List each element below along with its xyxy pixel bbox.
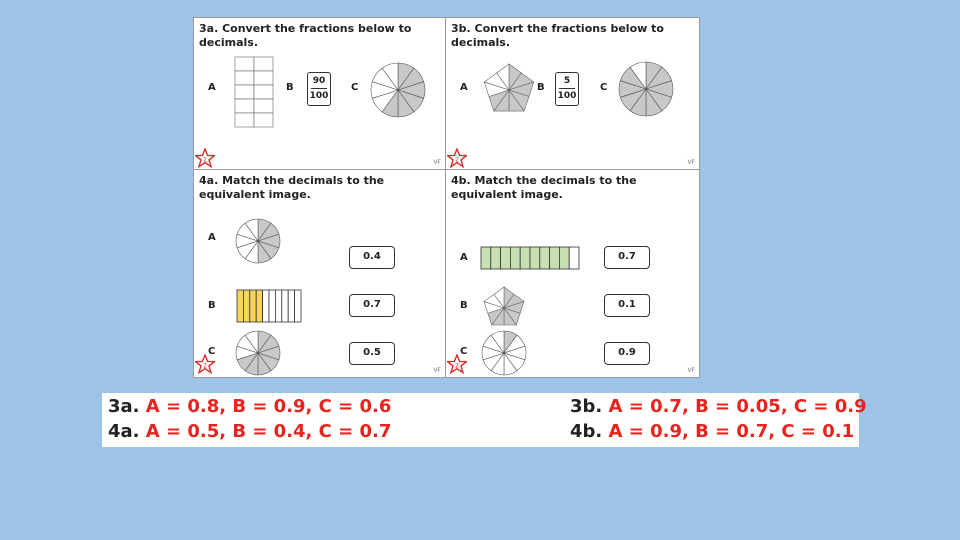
pentagon-3b bbox=[482, 61, 536, 115]
decimal-box[interactable]: 0.7 bbox=[604, 246, 650, 269]
question-4b-panel bbox=[446, 170, 699, 377]
footer-mark: VF bbox=[433, 367, 441, 374]
grid-cell bbox=[235, 57, 254, 71]
bar-cell bbox=[510, 247, 520, 269]
grid-cell bbox=[254, 71, 273, 85]
grid-cell bbox=[235, 113, 254, 127]
star-icon bbox=[447, 354, 467, 374]
footer-mark: VF bbox=[687, 159, 695, 166]
label-a: A bbox=[208, 232, 216, 243]
fraction-card-3a bbox=[307, 72, 331, 106]
bar-cell bbox=[288, 290, 294, 322]
bar-cell bbox=[491, 247, 501, 269]
grid-cell bbox=[254, 99, 273, 113]
label-a: A bbox=[208, 82, 216, 93]
answer-key: 3b. bbox=[570, 396, 603, 417]
answer-value: A = 0.9, B = 0.7, C = 0.1 bbox=[608, 421, 855, 442]
label-b: B bbox=[286, 82, 294, 93]
bar-cell bbox=[520, 247, 530, 269]
bar-cell bbox=[282, 290, 288, 322]
pentagon-4b-b bbox=[482, 284, 526, 328]
grid-cell bbox=[235, 71, 254, 85]
worksheet bbox=[193, 17, 700, 378]
label-b: B bbox=[537, 82, 545, 93]
question-4a-panel bbox=[194, 170, 446, 377]
label-c: C bbox=[351, 82, 359, 93]
answer-key: 3a. bbox=[108, 396, 140, 417]
label-a: A bbox=[460, 82, 468, 93]
grid-cell bbox=[254, 57, 273, 71]
answer-value: A = 0.5, B = 0.4, C = 0.7 bbox=[145, 421, 392, 442]
star-number: 2 bbox=[203, 362, 207, 370]
bar-cell bbox=[275, 290, 281, 322]
decimal-box[interactable]: 0.5 bbox=[349, 342, 395, 365]
pie-4a-c bbox=[235, 330, 281, 376]
pie-4b-c bbox=[481, 330, 527, 376]
answer-3b bbox=[570, 394, 867, 420]
answer-4a bbox=[108, 419, 391, 445]
decimal-box[interactable]: 0.4 bbox=[349, 246, 395, 269]
answer-3a bbox=[108, 394, 391, 420]
star-icon bbox=[447, 148, 467, 168]
star-icon bbox=[195, 148, 215, 168]
star-number: 2 bbox=[455, 156, 459, 164]
bar-cell bbox=[530, 247, 540, 269]
bar-cell bbox=[269, 290, 275, 322]
bar-cell bbox=[256, 290, 262, 322]
question-4b-title: 4b. Match the decimals to the equivalent image. bbox=[451, 174, 637, 201]
label-c: C bbox=[600, 82, 608, 93]
fraction-denominator: 100 bbox=[309, 91, 329, 101]
footer-mark: VF bbox=[687, 367, 695, 374]
bar-cell bbox=[540, 247, 550, 269]
decimal-box[interactable]: 0.7 bbox=[349, 294, 395, 317]
question-3a-panel bbox=[194, 18, 446, 170]
bar-cell bbox=[559, 247, 569, 269]
bar-cell bbox=[550, 247, 560, 269]
bar-cell bbox=[237, 290, 243, 322]
star-number: 2 bbox=[455, 362, 459, 370]
question-3b-panel bbox=[446, 18, 699, 170]
question-4a-title: 4a. Match the decimals to the equivalent image. bbox=[199, 174, 385, 201]
fraction-denominator: 100 bbox=[557, 91, 577, 101]
pie-4a-a bbox=[235, 218, 281, 264]
bar-4a-b bbox=[236, 289, 302, 323]
fraction-card-3b bbox=[555, 72, 579, 106]
bar-4b-a bbox=[480, 246, 580, 270]
answer-key: 4a. bbox=[108, 421, 140, 442]
answer-strip bbox=[102, 393, 867, 447]
label-c: C bbox=[460, 346, 468, 357]
answer-value: A = 0.7, B = 0.05, C = 0.9 bbox=[608, 396, 867, 417]
fraction-numerator: 5 bbox=[559, 73, 575, 89]
label-b: B bbox=[460, 300, 468, 311]
bar-cell bbox=[481, 247, 491, 269]
bar-grid-3a bbox=[234, 56, 274, 128]
bar-cell bbox=[243, 290, 249, 322]
answer-key: 4b. bbox=[570, 421, 603, 442]
pie-3b bbox=[618, 61, 674, 117]
bar-cell bbox=[250, 290, 256, 322]
bar-cell bbox=[569, 247, 579, 269]
answer-4b bbox=[570, 419, 854, 445]
pie-3a bbox=[370, 62, 426, 118]
grid-cell bbox=[254, 85, 273, 99]
grid-cell bbox=[254, 113, 273, 127]
bar-cell bbox=[263, 290, 269, 322]
fraction-numerator: 90 bbox=[311, 73, 327, 89]
label-b: B bbox=[208, 300, 216, 311]
label-a: A bbox=[460, 252, 468, 263]
decimal-box[interactable]: 0.1 bbox=[604, 294, 650, 317]
grid-cell bbox=[235, 85, 254, 99]
decimal-box[interactable]: 0.9 bbox=[604, 342, 650, 365]
question-3b-title: 3b. Convert the fractions below to decimals. bbox=[451, 22, 664, 49]
bar-cell bbox=[501, 247, 511, 269]
label-c: C bbox=[208, 346, 216, 357]
footer-mark: VF bbox=[433, 159, 441, 166]
grid-cell bbox=[235, 99, 254, 113]
question-3a-title: 3a. Convert the fractions below to decimals. bbox=[199, 22, 412, 49]
bar-cell bbox=[295, 290, 301, 322]
star-icon bbox=[195, 354, 215, 374]
answer-value: A = 0.8, B = 0.9, C = 0.6 bbox=[145, 396, 392, 417]
star-number: 2 bbox=[203, 156, 207, 164]
